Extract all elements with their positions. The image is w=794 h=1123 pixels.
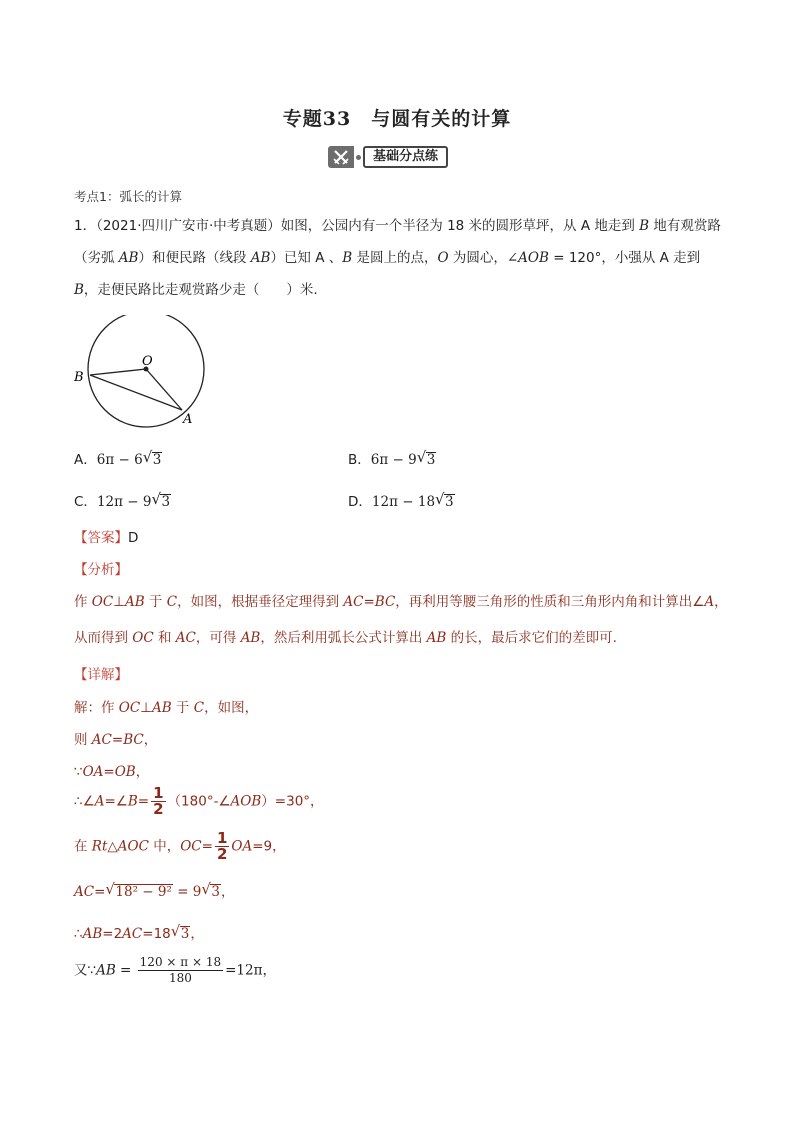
- option-d[interactable]: D．12π − 18√ 3: [348, 490, 455, 510]
- detail-line-2: 则 AC=BC，: [74, 732, 158, 748]
- chord-ab: [90, 375, 182, 410]
- arc-length-fraction: $\frac{120 \times \pi \times 18}{180}$: [139, 955, 222, 985]
- analysis-line-2: 从而得到 OC 和 AC，可得 AB，然后利用弧长公式计算出 AB 的长，最后求它们的差即可.: [74, 630, 617, 646]
- section-badge: [328, 146, 448, 168]
- detail-label: 【详解】: [74, 667, 128, 683]
- badge-label: 基础分点练: [363, 146, 448, 168]
- question-line-2: （劣弧 AB）和便民路（线段 AB）已知 A 、B 是圆上的点，O 为圆心，∠AOB = 120°，小强从 A 走到: [74, 250, 701, 266]
- detail-line-7: ∴AB=2AC=18√ 3，: [74, 922, 204, 942]
- option-b[interactable]: B．6π − 9√ 3: [348, 448, 436, 468]
- crossed-swords-icon: [328, 146, 354, 168]
- question-line-1: 1．（2021·四川广安市·中考真题）如图，公园内有一个半径为 18 米的圆形草坪，从 A 地走到 B 地有观赏路: [74, 218, 721, 234]
- detail-line-4: ∴∠A=∠B= $\frac{1}{2}$ （180°-∠AOB）=30°，: [74, 784, 324, 818]
- radius-ob: [90, 369, 146, 375]
- option-a[interactable]: A．6π − 6√ 3: [74, 448, 162, 468]
- detail-line-5: 在 Rt△AOC 中，OC= $\frac{1}{2}$ OA=9，: [74, 829, 286, 863]
- page-title: 专题33 与圆有关的计算: [282, 108, 512, 130]
- radius-oa: [146, 369, 182, 410]
- label-b: B: [74, 370, 84, 385]
- detail-line-8: 又∵AB = $\frac{120 \times \pi \times 18}{180}$ =12π，: [74, 955, 276, 985]
- fraction-half: $\frac{1}{2}$: [153, 784, 164, 818]
- analysis-label: 【分析】: [74, 562, 128, 578]
- fraction-half-2: $\frac{1}{2}$: [216, 829, 228, 863]
- circle-figure: [68, 315, 218, 430]
- option-c[interactable]: C．12π − 9√ 3: [74, 490, 171, 510]
- detail-line-1: 解：作 OC⊥AB 于 C，如图，: [74, 700, 259, 716]
- label-o: O: [142, 354, 153, 369]
- answer-line: 【答案】D: [74, 530, 139, 546]
- detail-line-6: AC=√ 18² − 9² = 9√ 3，: [74, 880, 234, 900]
- label-a: A: [183, 412, 193, 427]
- detail-line-3: ∵OA=OB，: [74, 764, 150, 780]
- arc-ab-symbol: AB: [426, 630, 447, 646]
- badge-connector: [356, 155, 361, 160]
- question-line-3: B，走便民路比走观赏路少走（ ）米.: [74, 282, 318, 298]
- analysis-line-1: 作 OC⊥AB 于 C，如图，根据垂径定理得到 AC=BC，再利用等腰三角形的性质和三角形内角和计算出∠A，: [74, 594, 728, 610]
- section-heading: 考点1：弧长的计算: [74, 189, 182, 204]
